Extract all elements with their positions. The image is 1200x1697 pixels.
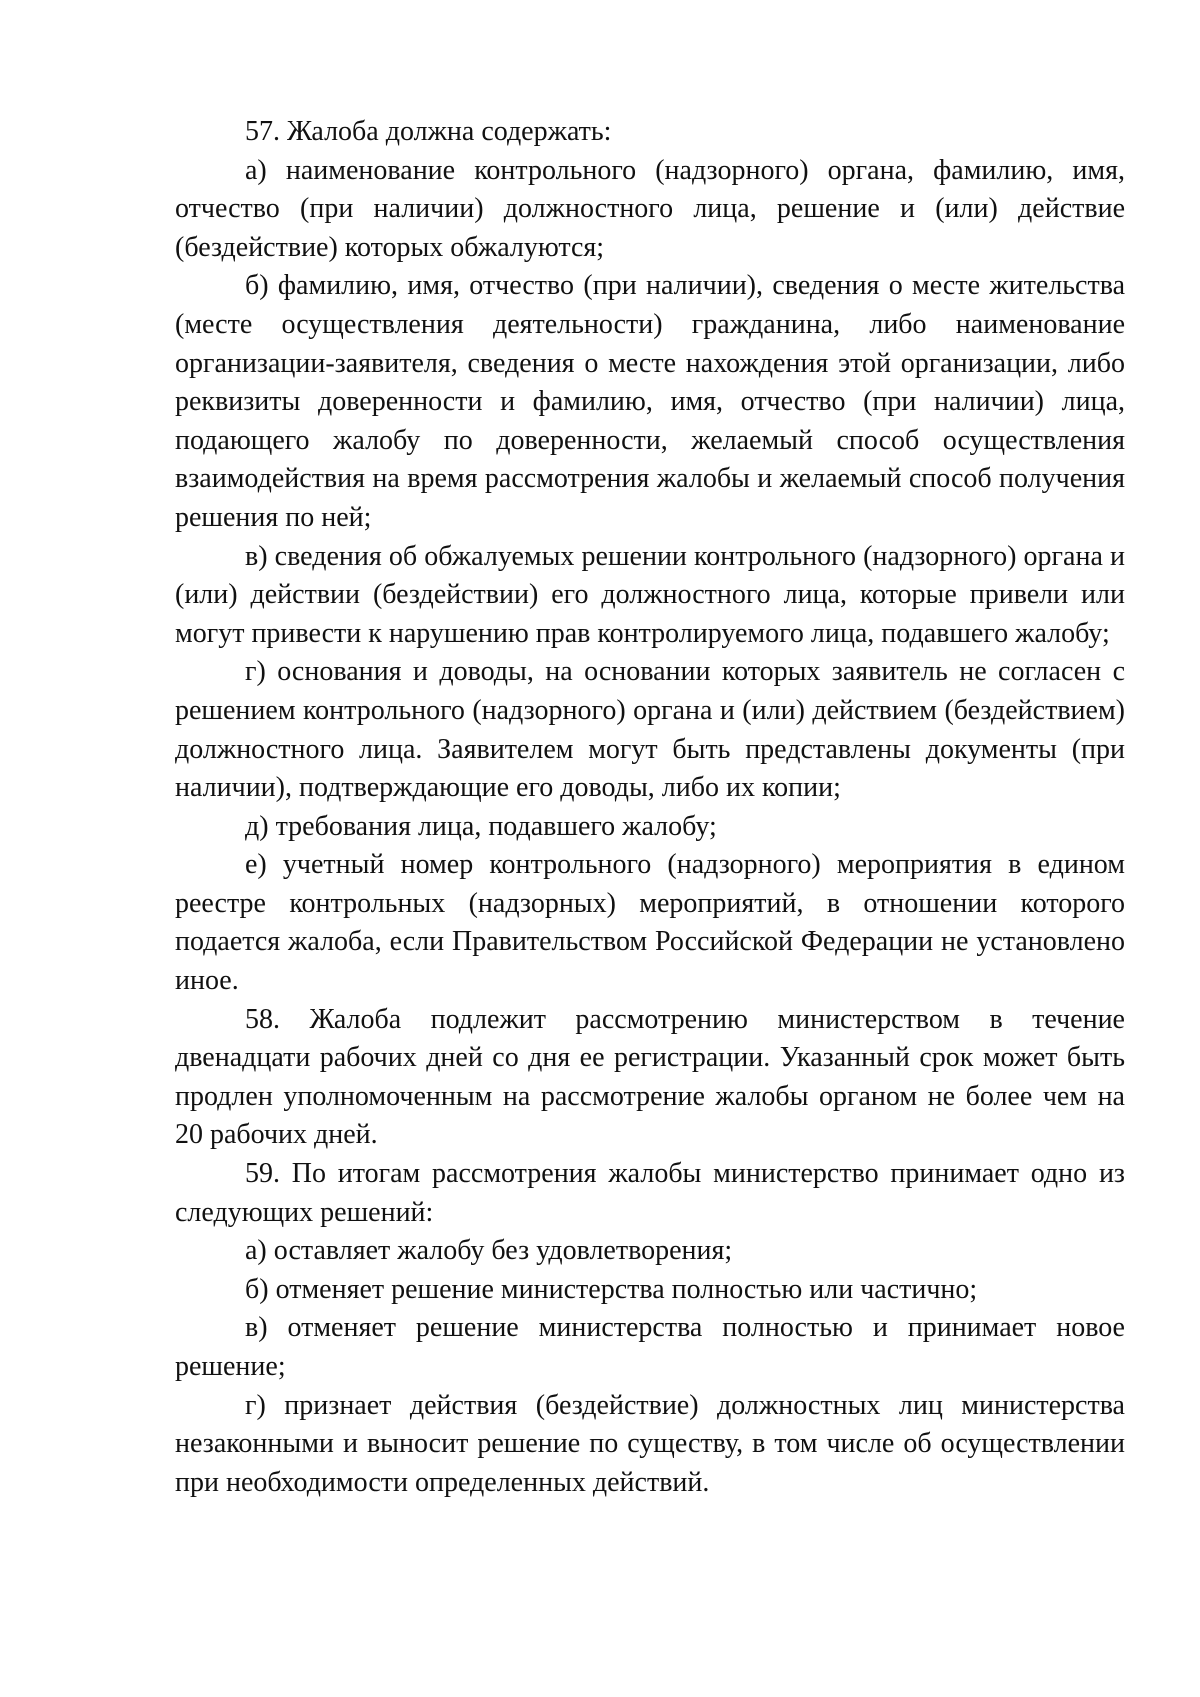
paragraph-57-a: а) наименование контрольного (надзорного) органа, фамилию, имя, отчество (при наличии) должностного лица, решение и (или) действие (бездействие) которых обжалуются;: [175, 154, 1125, 263]
paragraph-59-b: б) отменяет решение министерства полностью или частично;: [245, 1273, 978, 1305]
paragraph-57-v: в) сведения об обжалуемых решении контрольного (надзорного) органа и (или) действии (бездействии) его должностного лица, которые привели или могут привести к нарушению прав контролируемого лица, подавшего жалобу;: [175, 540, 1125, 649]
paragraph-58: 58. Жалоба подлежит рассмотрению министерством в течение двенадцати рабочих дней со дня ее регистрации. Указанный срок может быть продлен уполномоченным на рассмотрение жалобы органом не более чем на 20 рабочих дней.: [175, 1003, 1125, 1151]
paragraph-57-b: б) фамилию, имя, отчество (при наличии), сведения о месте жительства (месте осуществления деятельности) гражданина, либо наименование организации-заявителя, сведения о месте нахождения этой организации, либо реквизиты доверенности и фамилию, имя, отчество (при наличии) лица, подающего жалобу по доверенности, желаемый способ осуществления взаимодействия на время рассмотрения жалобы и желаемый способ получения решения по ней;: [175, 270, 1125, 533]
paragraph-57-g: г) основания и доводы, на основании которых заявитель не согласен с решением контрольного (надзорного) органа и (или) действием (бездействием) должностного лица. Заявителем могут быть представлены документы (при наличии), подтверждающие его доводы, либо их копии;: [175, 656, 1125, 804]
paragraph-59-a: а) оставляет жалобу без удовлетворения;: [245, 1235, 733, 1267]
paragraph-59-v: в) отменяет решение министерства полностью и принимает новое решение;: [175, 1312, 1125, 1382]
paragraph-59-g: г) признает действия (бездействие) должностных лиц министерства незаконными и выносит решение по существу, в том числе об осуществлении при необходимости определенных действий.: [175, 1389, 1125, 1498]
paragraph-57-e: е) учетный номер контрольного (надзорного) мероприятия в едином реестре контрольных (надзорных) мероприятий, в отношении которого подается жалоба, если Правительством Российской Федерации не установлено иное.: [175, 849, 1125, 997]
document-page: [175, 113, 1125, 1502]
paragraph-57-d: д) требования лица, подавшего жалобу;: [245, 810, 717, 842]
paragraph-59: 59. По итогам рассмотрения жалобы министерство принимает одно из следующих решений:: [175, 1158, 1125, 1228]
paragraph-57: 57. Жалоба должна содержать:: [245, 116, 612, 147]
